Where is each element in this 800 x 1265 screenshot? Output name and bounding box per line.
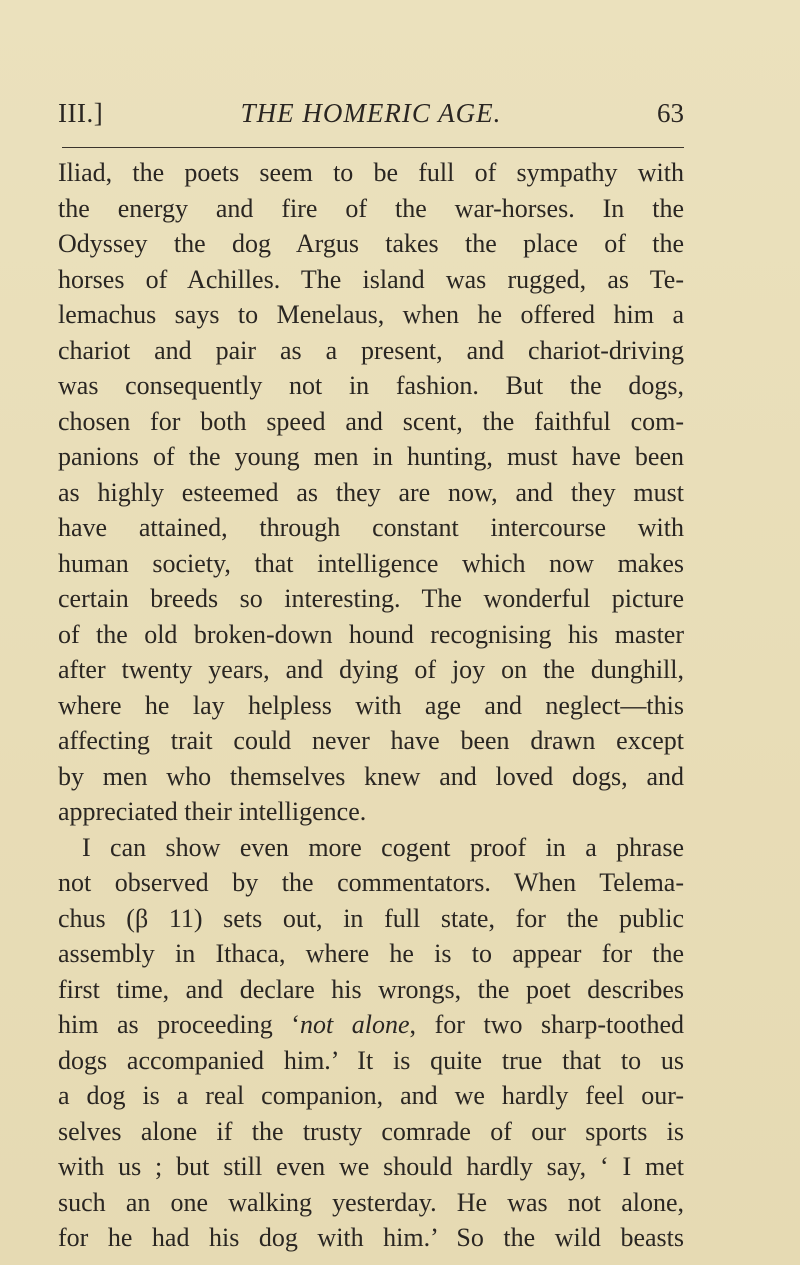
text-line: chus (β 11) sets out, in full state, for the public [58, 903, 684, 933]
text-line: affecting trait could never have been drawn except [58, 726, 684, 755]
text-line: certain breeds so interesting. The wonderful picture [58, 584, 684, 613]
text-line: with us ; but still even we should hardly say, ‘ I met [58, 1152, 684, 1181]
text-line: was consequently not in fashion. But the dogs, [58, 371, 684, 400]
text-line: Odyssey the dog Argus takes the place of the [58, 229, 684, 258]
text-line: where he lay helpless with age and neglect—this [58, 690, 684, 720]
text-line: have attained, through constant intercourse with [58, 513, 684, 542]
text-line-paragraph-end: appreciated their intelligence. [58, 797, 367, 826]
text-line: Iliad, the poets seem to be full of sympathy with [58, 158, 684, 187]
page-number: 63 [657, 98, 684, 128]
body-text [58, 155, 684, 1256]
running-head [58, 98, 684, 138]
text-line: assembly in Ithaca, where he is to appear for the [58, 939, 684, 968]
text-line: panions of the young men in hunting, must have been [58, 442, 684, 471]
text-line: such an one walking yesterday. He was not alone, [58, 1187, 684, 1217]
text-line: lemachus says to Menelaus, when he offered him a [58, 300, 684, 329]
chapter-marker: III.] [58, 98, 104, 128]
text-fragment: him as proceeding ‘ [58, 1010, 300, 1039]
text-line: first time, and declare his wrongs, the poet describes [58, 974, 684, 1004]
text-line: the energy and fire of the war-horses. In the [58, 193, 684, 223]
text-line: not observed by the commentators. When Telema- [58, 868, 684, 897]
text-line: of the old broken-down hound recognising his master [58, 619, 684, 649]
text-line: by men who themselves knew and loved dogs, and [58, 761, 684, 791]
text-line: chosen for both speed and scent, the faithful com- [58, 406, 684, 436]
italic-phrase: not alone [299, 1010, 410, 1039]
text-line: after twenty years, and dying of joy on the dunghill, [58, 655, 684, 684]
running-title: THE HOMERIC AGE. [240, 98, 502, 128]
text-line: as highly esteemed as they are now, and they must [58, 477, 684, 507]
text-line: horses of Achilles. The island was rugged, as Te- [58, 264, 684, 294]
text-line: human society, that intelligence which now makes [58, 548, 684, 578]
text-line: selves alone if the trusty comrade of our sports is [58, 1116, 684, 1146]
text-line-paragraph-start: I can show even more cogent proof in a phrase [82, 832, 684, 862]
text-line-with-italic [58, 1007, 684, 1043]
text-line: chariot and pair as a present, and chariot-driving [58, 335, 684, 365]
text-line: a dog is a real companion, and we hardly feel our- [58, 1081, 684, 1110]
text-line: dogs accompanied him.’ It is quite true that to us [58, 1045, 684, 1075]
header-rule [62, 147, 684, 148]
text-fragment: , for two sharp-toothed [409, 1010, 684, 1039]
text-line: for he had his dog with him.’ So the wild beasts [58, 1223, 684, 1252]
